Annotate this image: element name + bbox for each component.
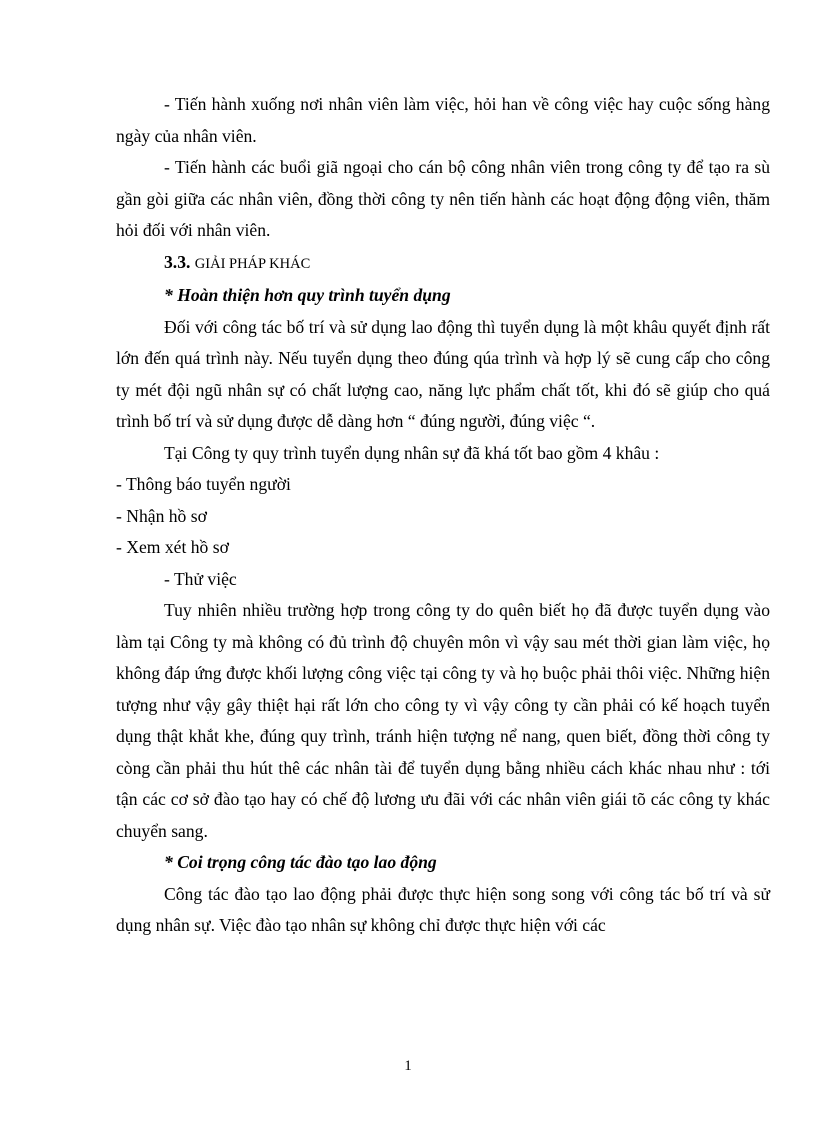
paragraph-recruitment-importance: Đối với công tác bố trí và sử dụng lao động thì tuyển dụng là một khâu quyết định rất lớn đến quá trình này. Nếu tuyển dụng theo đúng qúa trình và hợp lý sẽ cung cấp cho công ty mét đội ngũ nhân sự có chất lượng cao, năng lực phẩm chất tốt, khi đó sẽ giúp cho quá trình bố trí và sử dụng được dễ dàng hơn “ đúng người, đúng việc “. xyxy=(116,316,770,431)
paragraph-recruitment-process: Tại Công ty quy trình tuyển dụng nhân sự đã khá tốt bao gồm 4 khâu : xyxy=(164,442,660,463)
document-body xyxy=(116,89,770,942)
paragraph-training: Công tác đào tạo lao động phải được thực hiện song song với công tác bố trí và sử dụng nhân sự. Việc đào tạo nhân sự không chỉ được thực hiện với các xyxy=(116,883,770,935)
section-heading xyxy=(116,247,770,281)
subheading-recruitment: * Hoàn thiện hơn quy trình tuyển dụng xyxy=(164,285,451,305)
list-item-step: - Thông báo tuyển người xyxy=(116,474,291,494)
subheading-training: * Coi trọng công tác đào tạo lao động xyxy=(164,852,437,872)
paragraph-recruitment-issues: Tuy nhiên nhiều trường hợp trong công ty do quên biết họ đã được tuyển dụng vào làm tại Công ty mà không có đủ trình độ chuyên môn vì vậy sau mét thời gian làm việc, họ không đáp ứng được khối lượng công việc tại công ty và họ buộc phải thôi việc. Những hiện tượng như vậy gây thiệt hại rất lớn cho công ty vì vậy công ty cần phải có kế hoạch tuyển dụng thật khắt khe, đúng quy trình, tránh hiện tượng nể nang, quen biết, đồng thời công ty còng cần phải thu hút thê các nhân tài để tuyển dụng bằng nhiều cách khác nhau như : tới tận các cơ sở đào tạo hay có chế độ lương ưu đãi với các nhân viên giái tõ các công ty khác chuyển sang. xyxy=(116,600,770,841)
paragraph-outings: - Tiến hành các buổi giã ngoại cho cán bộ công nhân viên trong công ty để tạo ra sù gần gòi giữa các nhân viên, đồng thời công ty nên tiến hành các hoạt động động viên, thăm hỏi đối với nhân viên. xyxy=(116,157,770,240)
section-title: GIẢI PHÁP KHÁC xyxy=(194,255,311,272)
page-number: 1 xyxy=(404,1058,412,1074)
paragraph-visit-staff: - Tiến hành xuống nơi nhân viên làm việc, hỏi han về công việc hay cuộc sống hàng ngày của nhân viên. xyxy=(116,94,770,146)
list-item-step: - Xem xét hồ sơ xyxy=(116,537,229,557)
section-number: 3.3. xyxy=(164,251,191,272)
list-item-step: - Nhận hồ sơ xyxy=(116,505,207,526)
list-item-step: - Thử việc xyxy=(164,568,237,589)
